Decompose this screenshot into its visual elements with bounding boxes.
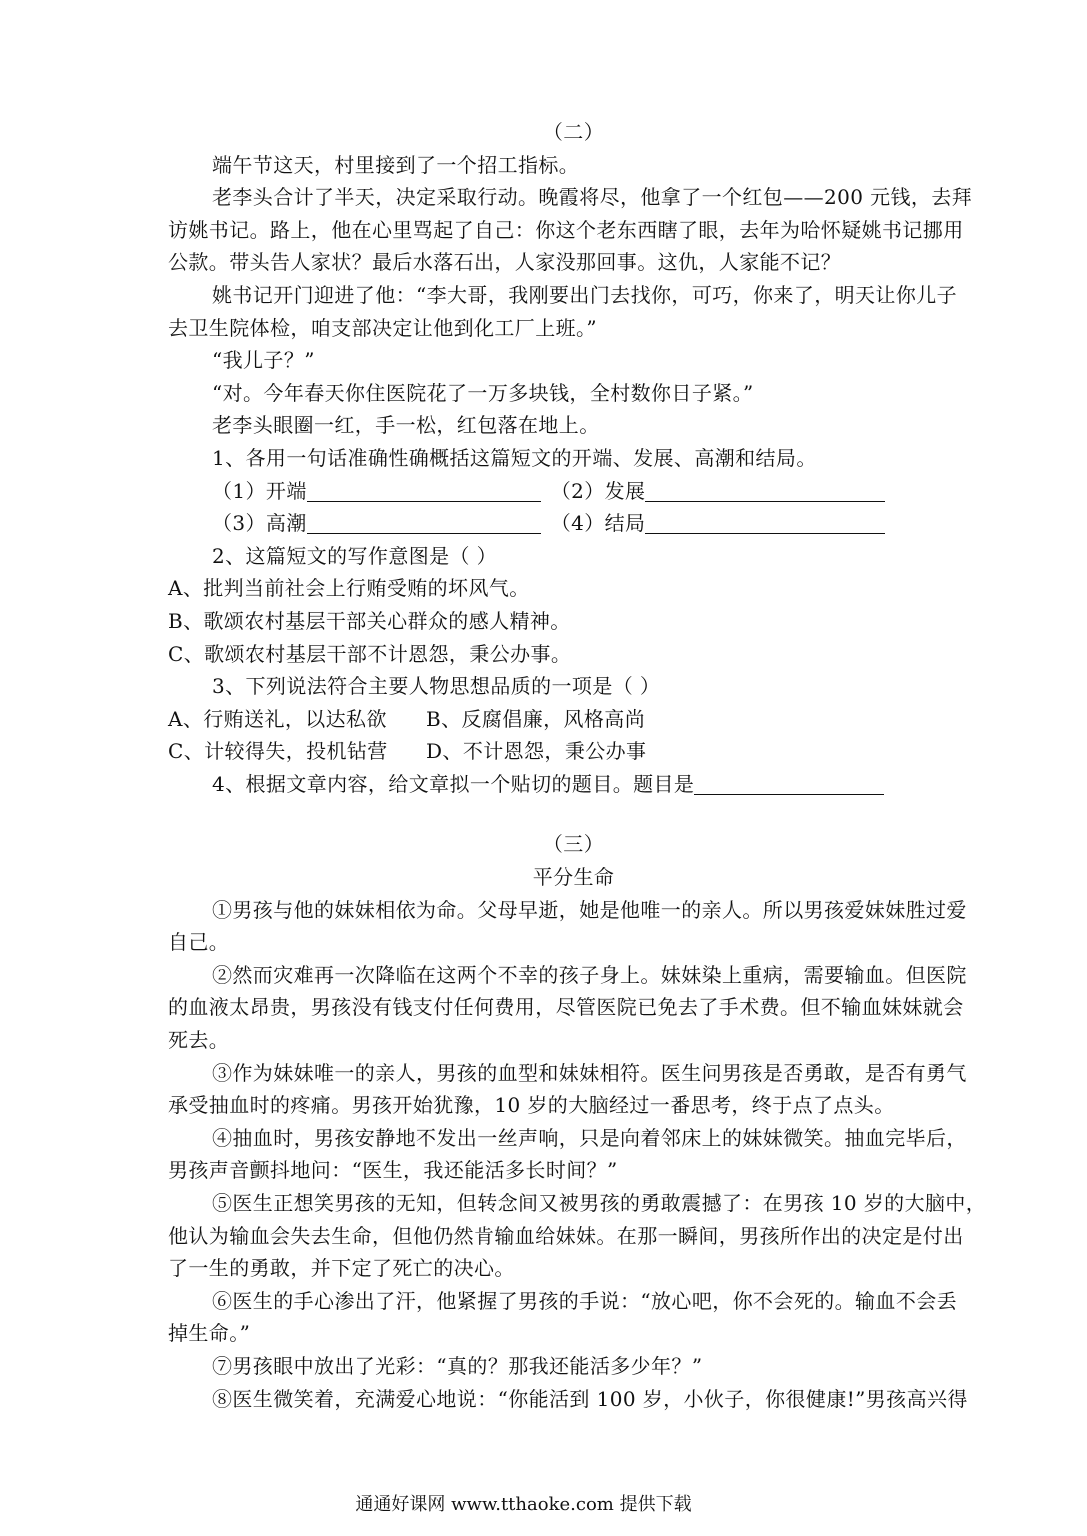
question-1: 1、各用一句话准确性确概括这篇短文的开端、发展、高潮和结局。 [212,445,817,470]
question-2: 2、这篇短文的写作意图是（ ） [212,543,498,568]
question-2-option: A、批判当前社会上行贿受贿的坏风气。 [168,576,530,601]
paragraph: ⑤医生正想笑男孩的无知，但转念间又被男孩的勇敢震撼了：在男孩 10 岁的大脑中， [212,1191,987,1215]
paragraph: 公款。带头告人家状？最后水落石出，人家没那回事。这仇，人家能不记？ [168,250,842,275]
paragraph: ③作为妹妹唯一的亲人，男孩的血型和妹妹相符。医生问男孩是否勇敢，是否有勇气 [212,1060,967,1085]
page-footer: 通通好课网 www.tthaoke.com 提供下载 [355,1494,692,1515]
question-4-text: 4、根据文章内容，给文章拟一个贴切的题目。题目是 [212,771,695,796]
question-3-options-row [168,735,1017,768]
paragraph: ②然而灾难再一次降临在这两个不幸的孩子身上。妹妹染上重病，需要输血。但医院 [212,962,967,987]
spacer [168,800,1017,828]
q1-item-label: （3）高潮 [212,511,307,536]
paragraph: 访姚书记。路上，他在心里骂起了自己：你这个老东西瞎了眼，去年为哈怀疑姚书记挪用 [168,217,964,242]
q1-item-label: （4）结局 [550,511,646,536]
answer-blank[interactable] [645,479,885,502]
answer-blank[interactable] [694,772,884,795]
question-3-option: D、不计恩怨，秉公办事 [426,739,647,764]
section-3-heading: （三） [542,832,605,857]
paragraph: 姚书记开门迎进了他：“李大哥，我刚要出门去找你，可巧，你来了，明天让你儿子 [212,282,958,307]
paragraph: 了一生的勇敢，并下定了死亡的决心。 [168,1256,515,1281]
answer-blank[interactable] [645,511,885,534]
question-3-option: B、反腐倡廉，风格高尚 [426,706,646,731]
paragraph: 死去。 [168,1028,230,1053]
question-3-option: C、计较得失，投机钻营 [168,739,388,764]
paragraph: 他认为输血会失去生命，但他仍然肯输血给妹妹。在那一瞬间，男孩所作出的决定是付出 [168,1223,964,1248]
question-1-row [168,475,1017,508]
paragraph: ⑥医生的手心渗出了汗，他紧握了男孩的手说：“放心吧，你不会死的。输血不会丢 [212,1288,958,1313]
question-1-row [168,507,1017,540]
q1-item-label: （2）发展 [550,478,646,503]
question-3-option: A、行贿送礼，以达私欲 [168,706,387,731]
answer-blank[interactable] [307,479,541,502]
paragraph: 去卫生院体检，咱支部决定让他到化工厂上班。” [168,315,598,340]
section-2-heading: （二） [542,120,605,144]
paragraph: ①男孩与他的妹妹相依为命。父母早逝，她是他唯一的亲人。所以男孩爱妹妹胜过爱 [212,897,967,922]
paragraph: “我儿子？” [212,348,315,373]
paragraph: 的血液太昂贵，男孩没有钱支付任何费用，尽管医院已免去了手术费。但不输血妹妹就会 [168,995,964,1020]
answer-blank[interactable] [307,511,541,534]
question-2-option: B、歌颂农村基层干部关心群众的感人精神。 [168,608,571,633]
paragraph: ⑧医生微笑着，充满爱心地说：“你能活到 100 岁，小伙子，你很健康!”男孩高兴得 [212,1386,968,1411]
paragraph: ⑦男孩眼中放出了光彩：“真的？那我还能活多少年？” [212,1353,703,1378]
q1-item-label: （1）开端 [212,478,307,503]
question-3-options-row [168,703,1017,736]
question-2-option: C、歌颂农村基层干部不计恩怨，秉公办事。 [168,641,572,666]
paragraph: ④抽血时，男孩安静地不发出一丝声响，只是向着邻床上的妹妹微笑。抽血完毕后， [212,1125,967,1150]
paragraph: 老李头眼圈一红，手一松，红包落在地上。 [212,413,600,438]
article-title: 平分生命 [532,865,615,890]
paragraph: 承受抽血时的疼痛。男孩开始犹豫，10 岁的大脑经过一番思考，终于点了点头。 [168,1093,895,1118]
paragraph: 端午节这天，村里接到了一个招工指标。 [212,152,580,177]
paragraph: 自己。 [168,930,230,955]
question-4 [168,768,1017,801]
question-3: 3、下列说法符合主要人物思想品质的一项是（ ） [212,674,661,699]
paragraph: 男孩声音颤抖地问：“医生，我还能活多长时间？” [168,1158,618,1183]
paragraph: 老李头合计了半天，决定采取行动。晚霞将尽，他拿了一个红包——200 元钱，去拜 [212,185,973,210]
paragraph: 掉生命。” [168,1321,251,1346]
paragraph: “对。今年春天你住医院花了一万多块钱，全村数你日子紧。” [212,380,754,405]
